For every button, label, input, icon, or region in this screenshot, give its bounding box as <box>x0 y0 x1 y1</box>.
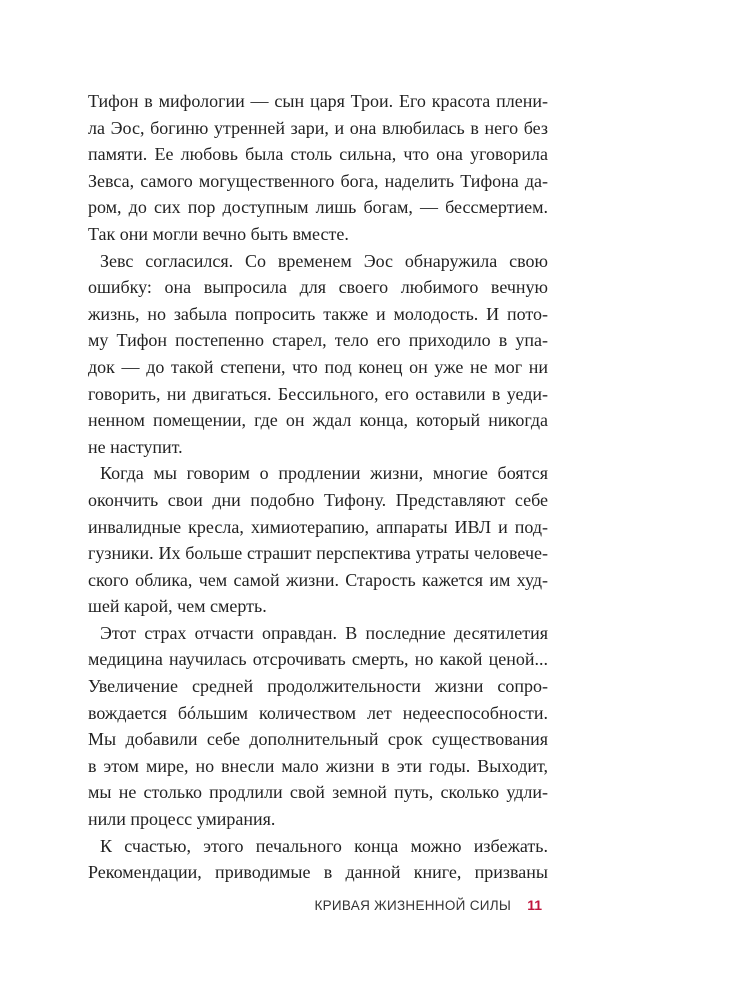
text-line: ненном помещении, где он ждал конца, который никогда <box>88 410 548 431</box>
text-line: медицина научилась отсрочивать смерть, но какой ценой... <box>88 649 548 670</box>
text-line: мы не столько продлили свой земной путь, сколько удли- <box>88 782 548 803</box>
page-footer <box>314 897 542 913</box>
text-line: Когда мы говорим о продлении жизни, многие боятся <box>100 463 548 484</box>
text-line: в этом мире, но внесли мало жизни в эти годы. Выходит, <box>88 755 548 776</box>
text-line: шей карой, чем смерть. <box>88 596 267 617</box>
text-line: Тифон в мифологии — сын царя Трои. Его красота плени- <box>88 91 548 111</box>
text-line: Рекомендации, приводимые в данной книге, призваны <box>88 862 548 883</box>
text-line: жизнь, но забыла попросить также и молодость. И пото- <box>88 303 548 324</box>
text-line: памяти. Ее любовь была столь сильна, что она уговорила <box>88 144 548 165</box>
text-line: нили процесс умирания. <box>88 809 276 830</box>
text-line: гузники. Их больше страшит перспектива утраты человече- <box>88 543 548 564</box>
text-line: окончить свои дни подобно Тифону. Представляют себе <box>88 489 548 510</box>
body-text <box>88 88 548 886</box>
text-line: ром, до сих пор доступным лишь богам, — бессмертием. <box>88 197 548 218</box>
text-line: инвалидные кресла, химиотерапию, аппараты ИВЛ и под- <box>88 516 548 537</box>
text-line: Увеличение средней продолжительности жизни сопро- <box>88 676 548 697</box>
text-line: ла Эос, богиню утренней зари, и она влюбилась в него без <box>88 117 548 138</box>
text-line: док — до такой степени, что под конец он уже не мог ни <box>88 356 548 377</box>
text-line: говорить, ни двигаться. Бессильного, его оставили в уеди- <box>88 383 548 404</box>
text-line: ского облика, чем самой жизни. Старость кажется им худ- <box>88 569 548 590</box>
text-line: Так они могли вечно быть вместе. <box>88 223 349 244</box>
text-line: Мы добавили себе дополнительный срок существования <box>88 729 548 750</box>
text-line: ошибку: она выпросила для своего любимого вечную <box>88 277 548 298</box>
text-line: вождается бóльшим количеством лет недееспособности. <box>88 702 548 723</box>
page-number: 11 <box>527 897 542 913</box>
running-head: КРИВАЯ ЖИЗНЕННОЙ СИЛЫ <box>314 898 512 913</box>
text-line: му Тифон постепенно старел, тело его приходило в упа- <box>88 330 548 351</box>
text-line: Этот страх отчасти оправдан. В последние десятилетия <box>100 622 548 643</box>
text-line: К счастью, этого печального конца можно избежать. <box>100 835 548 856</box>
text-line: не наступит. <box>88 436 183 457</box>
text-line: Зевса, самого могущественного бога, наделить Тифона да- <box>88 170 548 191</box>
text-line: Зевс согласился. Со временем Эос обнаружила свою <box>100 250 548 271</box>
